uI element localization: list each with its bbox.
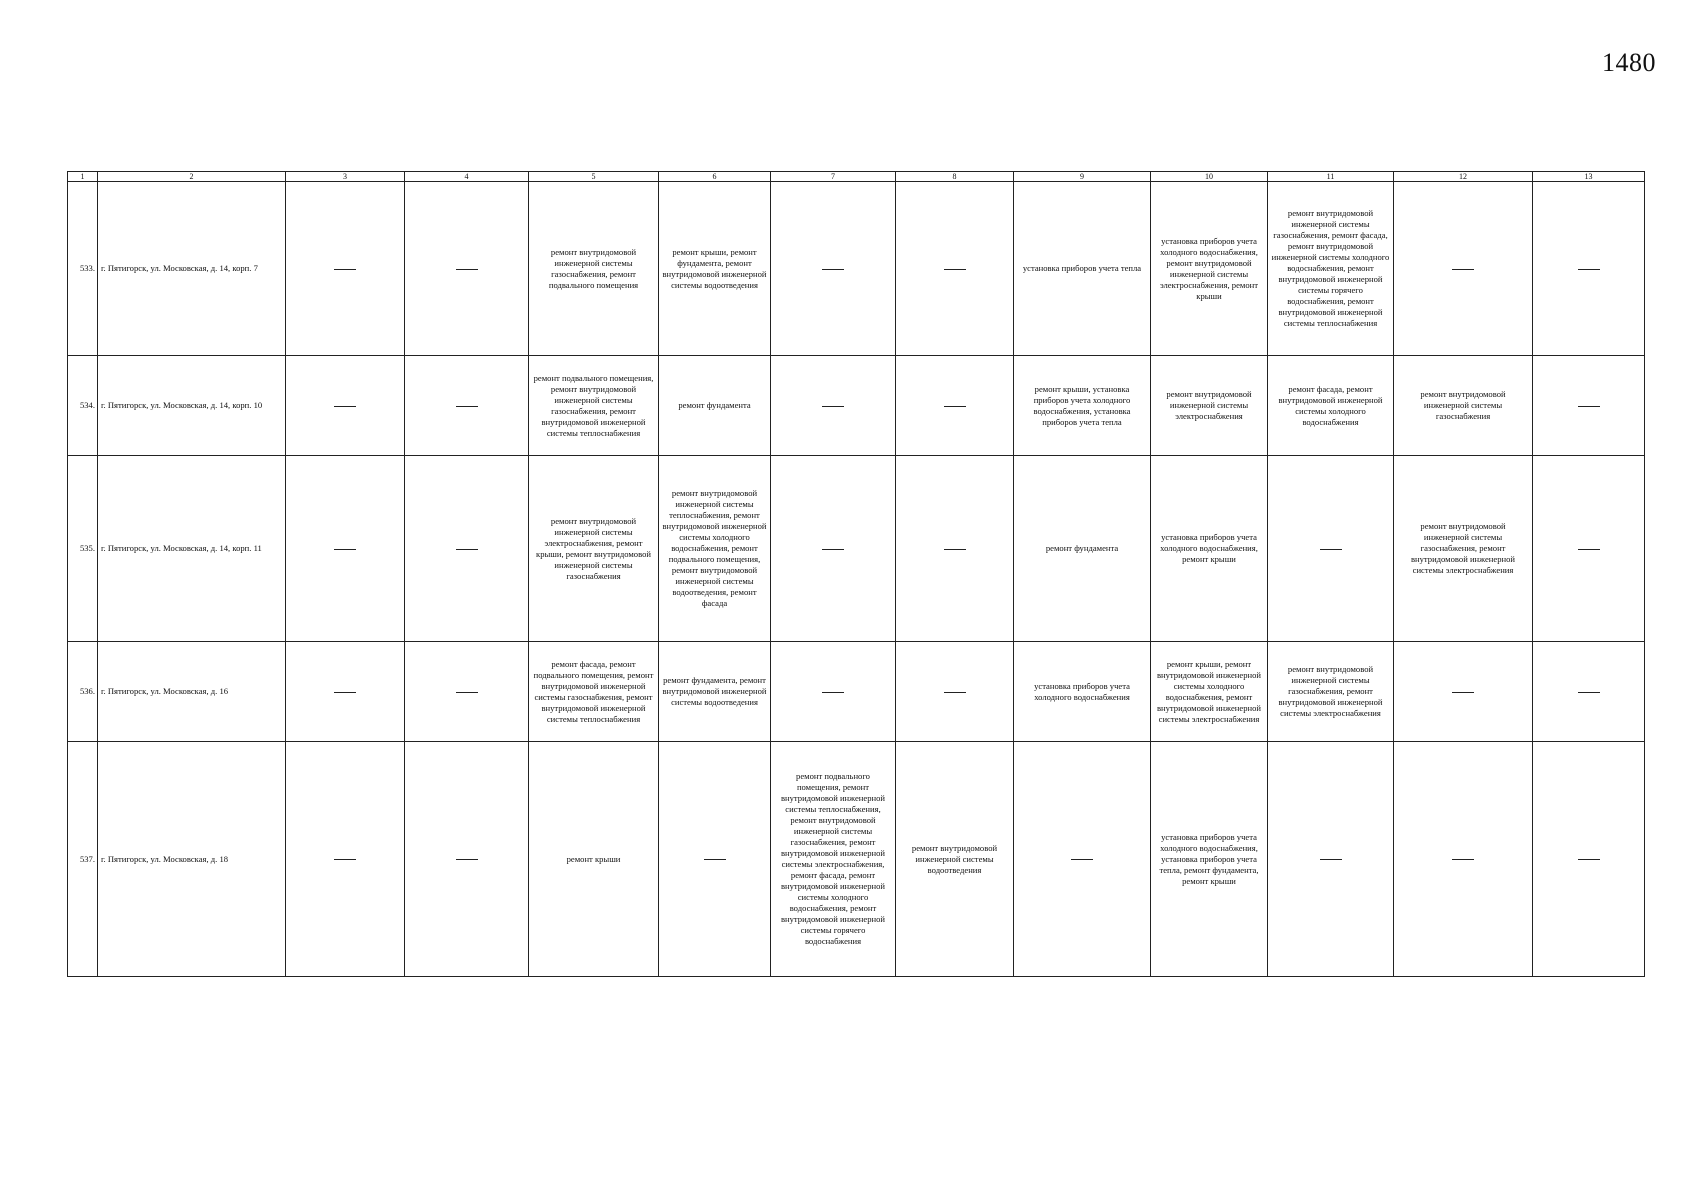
cell-c8	[896, 182, 1014, 356]
cell-c6: ремонт фундамента	[659, 356, 771, 456]
cell-c4	[405, 456, 529, 642]
column-number: 8	[896, 172, 1014, 182]
dash-mark	[822, 692, 844, 693]
address-cell: г. Пятигорск, ул. Московская, д. 14, корп. 11	[98, 456, 286, 642]
cell-c11: ремонт внутридомовой инженерной системы газоснабжения, ремонт фасада, ремонт внутридомовой инженерной системы холодного водоснабжения, ремонт внутридомовой инженерной системы горячего водоснабжения, ремонт внутридомовой инженерной системы теплоснабжения	[1268, 182, 1394, 356]
column-number: 11	[1268, 172, 1394, 182]
dash-mark	[1578, 549, 1600, 550]
column-number: 9	[1014, 172, 1151, 182]
cell-c3	[286, 456, 405, 642]
cell-c6: ремонт крыши, ремонт фундамента, ремонт внутридомовой инженерной системы водоотведения	[659, 182, 771, 356]
cell-c10: установка приборов учета холодного водоснабжения, установка приборов учета тепла, ремонт фундамента, ремонт крыши	[1151, 742, 1268, 977]
dash-mark	[334, 549, 356, 550]
cell-c7	[771, 456, 896, 642]
column-number: 10	[1151, 172, 1268, 182]
cell-c3	[286, 742, 405, 977]
row-number: 535.	[68, 456, 98, 642]
dash-mark	[456, 859, 478, 860]
row-number: 534.	[68, 356, 98, 456]
cell-c4	[405, 356, 529, 456]
cell-c12: ремонт внутридомовой инженерной системы газоснабжения	[1394, 356, 1533, 456]
cell-c9: установка приборов учета тепла	[1014, 182, 1151, 356]
dash-mark	[456, 692, 478, 693]
column-number: 6	[659, 172, 771, 182]
cell-c8	[896, 642, 1014, 742]
row-number: 536.	[68, 642, 98, 742]
table-row	[68, 182, 1645, 356]
cell-c5: ремонт внутридомовой инженерной системы электроснабжения, ремонт крыши, ремонт внутридомовой инженерной системы газоснабжения	[529, 456, 659, 642]
column-number: 3	[286, 172, 405, 182]
dash-mark	[456, 406, 478, 407]
dash-mark	[1578, 859, 1600, 860]
cell-c4	[405, 642, 529, 742]
cell-c3	[286, 356, 405, 456]
column-number: 7	[771, 172, 896, 182]
dash-mark	[1578, 406, 1600, 407]
column-number: 2	[98, 172, 286, 182]
cell-c7: ремонт подвального помещения, ремонт внутридомовой инженерной системы теплоснабжения, ремонт внутридомовой инженерной системы газоснабжения, ремонт внутридомовой инженерной системы электроснабжения, ремонт фасада, ремонт внутридомовой инженерной системы холодного водоснабжения, ремонт внутридомовой инженерной системы горячего водоснабжения	[771, 742, 896, 977]
cell-c9: ремонт фундамента	[1014, 456, 1151, 642]
cell-c3	[286, 182, 405, 356]
dash-mark	[822, 269, 844, 270]
cell-c8: ремонт внутридомовой инженерной системы водоотведения	[896, 742, 1014, 977]
dash-mark	[822, 406, 844, 407]
dash-mark	[456, 269, 478, 270]
cell-c11: ремонт фасада, ремонт внутридомовой инженерной системы холодного водоснабжения	[1268, 356, 1394, 456]
address-cell: г. Пятигорск, ул. Московская, д. 16	[98, 642, 286, 742]
dash-mark	[944, 406, 966, 407]
cell-c11: ремонт внутридомовой инженерной системы газоснабжения, ремонт внутридомовой инженерной системы электроснабжения	[1268, 642, 1394, 742]
row-number: 533.	[68, 182, 98, 356]
repair-schedule-table	[67, 171, 1645, 977]
dash-mark	[1578, 269, 1600, 270]
cell-c3	[286, 642, 405, 742]
cell-c13	[1533, 456, 1645, 642]
cell-c6	[659, 742, 771, 977]
cell-c6: ремонт фундамента, ремонт внутридомовой инженерной системы водоотведения	[659, 642, 771, 742]
address-cell: г. Пятигорск, ул. Московская, д. 14, корп. 10	[98, 356, 286, 456]
table-row	[68, 742, 1645, 977]
cell-c10: установка приборов учета холодного водоснабжения, ремонт внутридомовой инженерной системы электроснабжения, ремонт крыши	[1151, 182, 1268, 356]
cell-c5: ремонт крыши	[529, 742, 659, 977]
column-number: 13	[1533, 172, 1645, 182]
table-row	[68, 356, 1645, 456]
dash-mark	[822, 549, 844, 550]
cell-c5: ремонт фасада, ремонт подвального помещения, ремонт внутридомовой инженерной системы газоснабжения, ремонт внутридомовой инженерной системы теплоснабжения	[529, 642, 659, 742]
page-number: 1480	[1602, 48, 1656, 77]
cell-c9: ремонт крыши, установка приборов учета холодного водоснабжения, установка приборов учета тепла	[1014, 356, 1151, 456]
column-number: 1	[68, 172, 98, 182]
dash-mark	[944, 269, 966, 270]
table-row	[68, 456, 1645, 642]
cell-c9: установка приборов учета холодного водоснабжения	[1014, 642, 1151, 742]
dash-mark	[334, 269, 356, 270]
cell-c12	[1394, 182, 1533, 356]
address-cell: г. Пятигорск, ул. Московская, д. 18	[98, 742, 286, 977]
cell-c7	[771, 182, 896, 356]
cell-c6: ремонт внутридомовой инженерной системы теплоснабжения, ремонт внутридомовой инженерной системы холодного водоснабжения, ремонт подвального помещения, ремонт внутридомовой инженерной системы водоотведения, ремонт фасада	[659, 456, 771, 642]
cell-c13	[1533, 742, 1645, 977]
cell-c9	[1014, 742, 1151, 977]
dash-mark	[944, 692, 966, 693]
column-number: 5	[529, 172, 659, 182]
dash-mark	[334, 859, 356, 860]
cell-c13	[1533, 642, 1645, 742]
dash-mark	[944, 549, 966, 550]
cell-c12: ремонт внутридомовой инженерной системы газоснабжения, ремонт внутридомовой инженерной системы электроснабжения	[1394, 456, 1533, 642]
cell-c8	[896, 456, 1014, 642]
dash-mark	[1071, 859, 1093, 860]
dash-mark	[1578, 692, 1600, 693]
row-number: 537.	[68, 742, 98, 977]
cell-c13	[1533, 182, 1645, 356]
dash-mark	[1452, 859, 1474, 860]
column-number: 12	[1394, 172, 1533, 182]
cell-c11	[1268, 456, 1394, 642]
dash-mark	[1320, 549, 1342, 550]
column-number-row	[68, 172, 1645, 182]
cell-c7	[771, 642, 896, 742]
cell-c12	[1394, 642, 1533, 742]
dash-mark	[704, 859, 726, 860]
cell-c4	[405, 182, 529, 356]
cell-c13	[1533, 356, 1645, 456]
cell-c5: ремонт внутридомовой инженерной системы газоснабжения, ремонт подвального помещения	[529, 182, 659, 356]
cell-c5: ремонт подвального помещения, ремонт внутридомовой инженерной системы газоснабжения, ремонт внутридомовой инженерной системы теплоснабжения	[529, 356, 659, 456]
cell-c10: установка приборов учета холодного водоснабжения, ремонт крыши	[1151, 456, 1268, 642]
cell-c10: ремонт внутридомовой инженерной системы электроснабжения	[1151, 356, 1268, 456]
dash-mark	[456, 549, 478, 550]
table-row	[68, 642, 1645, 742]
column-number: 4	[405, 172, 529, 182]
cell-c4	[405, 742, 529, 977]
cell-c11	[1268, 742, 1394, 977]
dash-mark	[1452, 269, 1474, 270]
address-cell: г. Пятигорск, ул. Московская, д. 14, корп. 7	[98, 182, 286, 356]
dash-mark	[1452, 692, 1474, 693]
dash-mark	[334, 406, 356, 407]
cell-c8	[896, 356, 1014, 456]
dash-mark	[334, 692, 356, 693]
dash-mark	[1320, 859, 1342, 860]
cell-c7	[771, 356, 896, 456]
cell-c10: ремонт крыши, ремонт внутридомовой инженерной системы холодного водоснабжения, ремонт внутридомовой инженерной системы электроснабжения	[1151, 642, 1268, 742]
cell-c12	[1394, 742, 1533, 977]
